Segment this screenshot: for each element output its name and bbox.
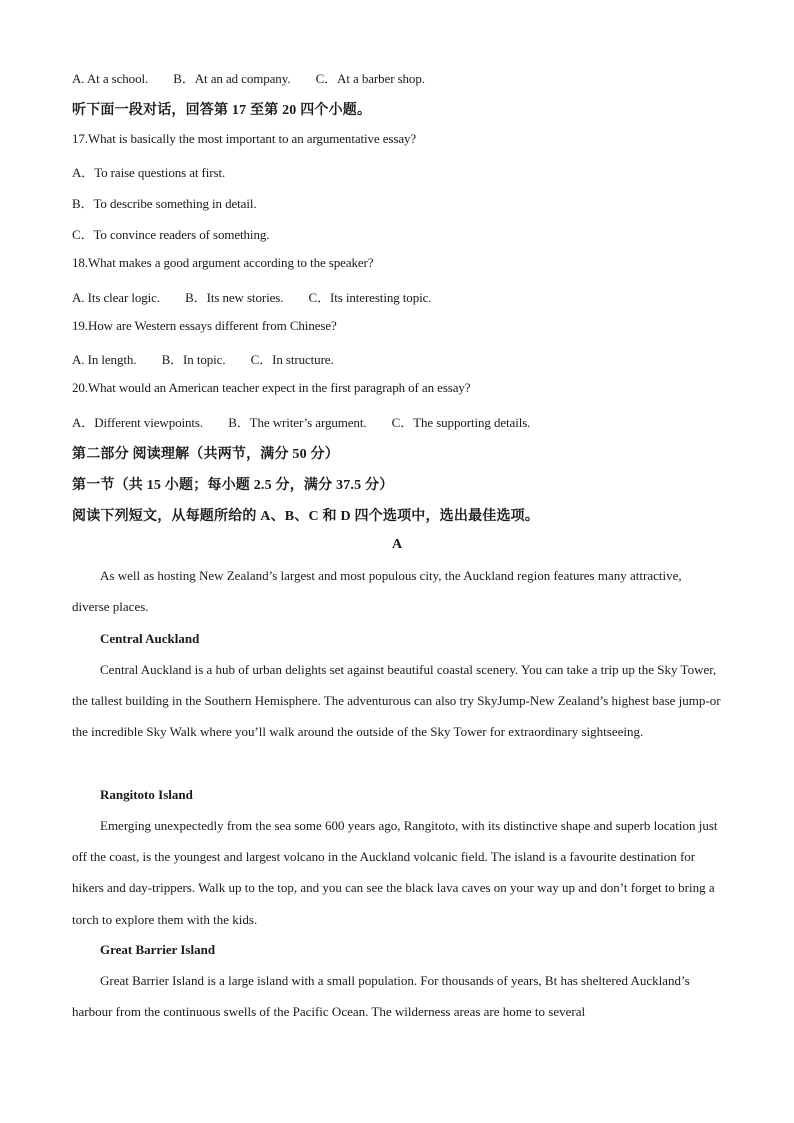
part2-title: 第二部分 阅读理解（共两节，满分 50 分） [72, 447, 339, 462]
section1-title: 第一节（共 15 小题；每小题 2.5 分，满分 37.5 分） [72, 478, 394, 493]
q18-question: 18.What makes a good argument according to the speaker? [72, 255, 374, 270]
q16-options [72, 68, 425, 87]
central-auckland-text: Central Auckland is a hub of urban delights set against beautiful coastal scenery. You can take a trip up the Sky Tower, the tallest building in the Southern Hemisphere. The adventurous can also try SkyJump-New Zealand’s highest base jump-or the incredible Sky Walk where you’ll walk around the outside of the Sky Tower for extraordinary sightseeing. [72, 662, 721, 740]
reading-instruction: 阅读下列短文，从每题所给的 A、B、C 和 D 四个选项中，选出最佳选项。 [72, 509, 540, 524]
great-barrier-heading: Great Barrier Island [100, 942, 216, 957]
q20-option-b: B．The writer’s argument. [228, 415, 367, 430]
q18-option-a: A. Its clear logic. [72, 290, 160, 305]
rangitoto-heading: Rangitoto Island [100, 787, 193, 802]
q19-option-b: B．In topic. [161, 352, 226, 367]
passage-intro: As well as hosting New Zealand’s largest and most populous city, the Auckland region features many attractive, diverse places. [72, 568, 682, 615]
instruction-17-20: 听下面一段对话，回答第 17 至第 20 四个小题。 [72, 103, 372, 118]
q20-option-a: A．Different viewpoints. [72, 415, 204, 430]
central-auckland-heading: Central Auckland [100, 631, 200, 646]
q17-option-a: A．To raise questions at first. [72, 165, 226, 180]
passage-letter: A [391, 537, 403, 552]
q20-option-c: C．The supporting details. [391, 415, 531, 430]
q16-option-b: B．At an ad company. [173, 71, 291, 86]
q19-option-c: C．In structure. [250, 352, 334, 367]
q20-options [72, 412, 530, 431]
q18-options [72, 287, 431, 306]
q16-option-a: A. At a school. [72, 71, 149, 86]
q16-option-c: C．At a barber shop. [315, 71, 425, 86]
q17-option-b: B．To describe something in detail. [72, 196, 257, 211]
q20-question: 20.What would an American teacher expect in the first paragraph of an essay? [72, 380, 471, 395]
q18-option-c: C．Its interesting topic. [308, 290, 432, 305]
q19-option-a: A. In length. [72, 352, 137, 367]
q19-question: 19.How are Western essays different from Chinese? [72, 318, 337, 333]
q17-question: 17.What is basically the most important to an argumentative essay? [72, 131, 417, 146]
q19-options [72, 349, 334, 368]
q18-option-b: B．Its new stories. [185, 290, 284, 305]
rangitoto-text: Emerging unexpectedly from the sea some 600 years ago, Rangitoto, with its distinctive shape and superb location just off the coast, is the youngest and largest volcano in the Auckland volcanic field. The island is a favourite destination for hikers and day-trippers. Walk up to the top, and you can see the black lava caves on your way up and don’t forget to bring a torch to explore them with the kids. [72, 818, 718, 927]
q17-option-c: C．To convince readers of something. [72, 227, 270, 242]
great-barrier-text: Great Barrier Island is a large island with a small population. For thousands of years, Bt has sheltered Auckland’s harbour from the continuous swells of the Pacific Ocean. The wilderness areas are home to several [72, 973, 690, 1020]
